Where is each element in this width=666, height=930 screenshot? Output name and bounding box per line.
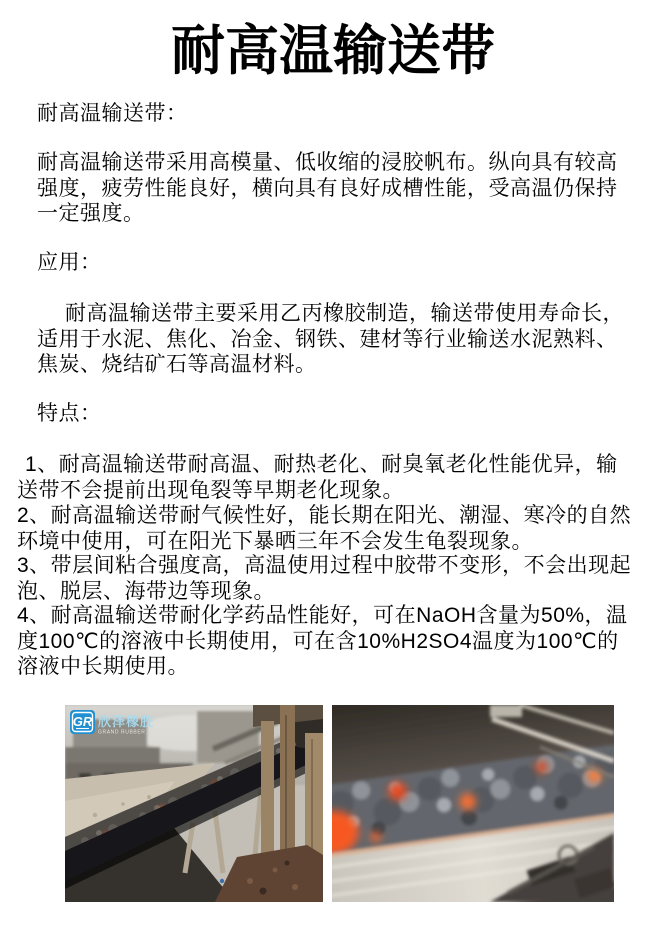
section-label-application: 应用： [37, 251, 102, 274]
feature-item-3: 3、带层间粘合强度高，高温使用过程中胶带不变形，不会出现起泡、脱层、海带边等现象。 [17, 554, 632, 603]
watermark-company-en: GRAND RUBBER [98, 729, 146, 736]
brand-watermark [70, 710, 154, 736]
gr-monogram-icon: GR [72, 714, 93, 729]
section-label-features: 特点： [37, 402, 102, 425]
feature-item-4: 4、耐高温输送带耐化学药品性能好，可在NaOH含量为50%，温度100℃的溶液中长期使用，可在含10%H2SO4温度为100℃的溶液中长期使用。 [17, 604, 628, 678]
feature-item-2: 2、耐高温输送带耐气候性好，能长期在阳光、潮湿、寒冷的自然环境中使用，可在阳光下暴晒三年不会发生龟裂现象。 [17, 504, 632, 553]
section-label-intro: 耐高温输送带： [37, 102, 188, 125]
intro-paragraph: 耐高温输送带采用高模量、低收缩的浸胶帆布。纵向具有较高强度，疲劳性能良好，横向具有良好成槽性能，受高温仍保持一定强度。 [37, 151, 618, 225]
photo-row [65, 705, 614, 902]
hot-material-closeup-photo [332, 705, 614, 902]
application-paragraph: 耐高温输送带主要采用乙丙橡胶制造，输送带使用寿命长，适用于水泥、焦化、冶金、钢铁、建材等行业输送水泥熟料、焦炭、烧结矿石等高温材料。 [37, 302, 624, 376]
watermark-company-cn: 欣泽橡胶 [98, 714, 155, 729]
feature-item-1: 1、耐高温输送带耐高温、耐热老化、耐臭氧老化性能优异，输送带不会提前出现龟裂等早期老化现象。 [17, 453, 618, 502]
conveyor-site-photo [65, 705, 323, 902]
page-title: 耐高温输送带 [171, 21, 495, 81]
